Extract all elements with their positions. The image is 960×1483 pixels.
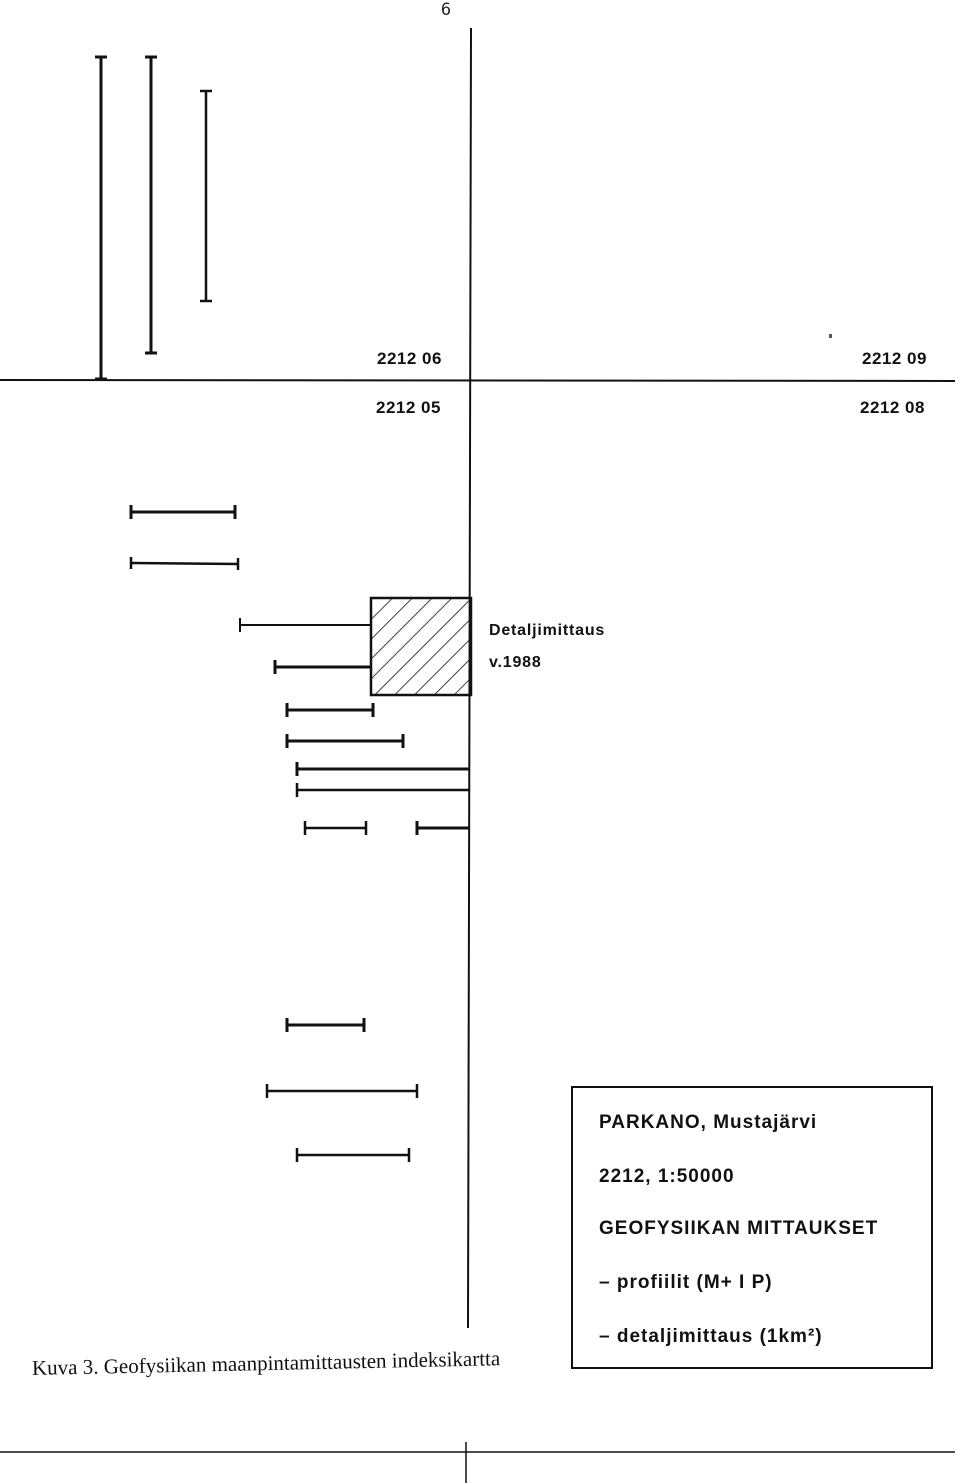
profile-horizontal-6 bbox=[287, 734, 403, 748]
profile-vertical-3 bbox=[200, 91, 212, 301]
profile-vertical-1 bbox=[95, 57, 107, 379]
detail-area-title: Detaljimittaus bbox=[489, 622, 606, 639]
profile-horizontal-13 bbox=[297, 1148, 409, 1162]
sheet-label-2212-06: 2212 06 bbox=[377, 349, 442, 368]
profile-horizontal-3 bbox=[240, 618, 371, 632]
profile-horizontal-10 bbox=[417, 821, 469, 835]
legend-heading: GEOFYSIIKAN MITTAUKSET bbox=[599, 1218, 879, 1239]
profile-horizontal-11 bbox=[287, 1018, 364, 1032]
profile-horizontal-8 bbox=[297, 783, 469, 797]
profile-horizontal-4 bbox=[275, 660, 371, 674]
sheet-label-2212-09: 2212 09 bbox=[862, 349, 927, 368]
profile-horizontal-12 bbox=[267, 1084, 417, 1098]
profile-horizontal-9 bbox=[305, 821, 366, 835]
sheet-label-2212-08: 2212 08 bbox=[860, 398, 925, 417]
legend-profiles: – profiilit (M+ I P) bbox=[599, 1272, 773, 1293]
dot-mark bbox=[829, 334, 832, 338]
sheet-label-2212-05: 2212 05 bbox=[376, 398, 441, 417]
legend-sheet-scale: 2212, 1:50000 bbox=[599, 1166, 735, 1187]
profile-horizontal-5 bbox=[287, 703, 373, 717]
profile-vertical-2 bbox=[145, 57, 157, 353]
profile-horizontal-1 bbox=[131, 505, 235, 519]
legend-box bbox=[571, 1086, 933, 1369]
profile-horizontal-7 bbox=[297, 762, 469, 776]
legend-detail-survey: – detaljimittaus (1km²) bbox=[599, 1326, 823, 1347]
legend-title: PARKANO, Mustajärvi bbox=[599, 1112, 818, 1133]
profile-horizontal-2 bbox=[131, 557, 238, 570]
detail-area-year: v.1988 bbox=[489, 654, 542, 671]
detail-survey-area bbox=[371, 598, 471, 695]
figure-caption: Kuva 3. Geofysiikan maanpintamittausten indeksikartta bbox=[31, 1346, 501, 1380]
page-number: 6 bbox=[440, 0, 452, 20]
sheet-boundary-horizontal bbox=[0, 380, 955, 381]
